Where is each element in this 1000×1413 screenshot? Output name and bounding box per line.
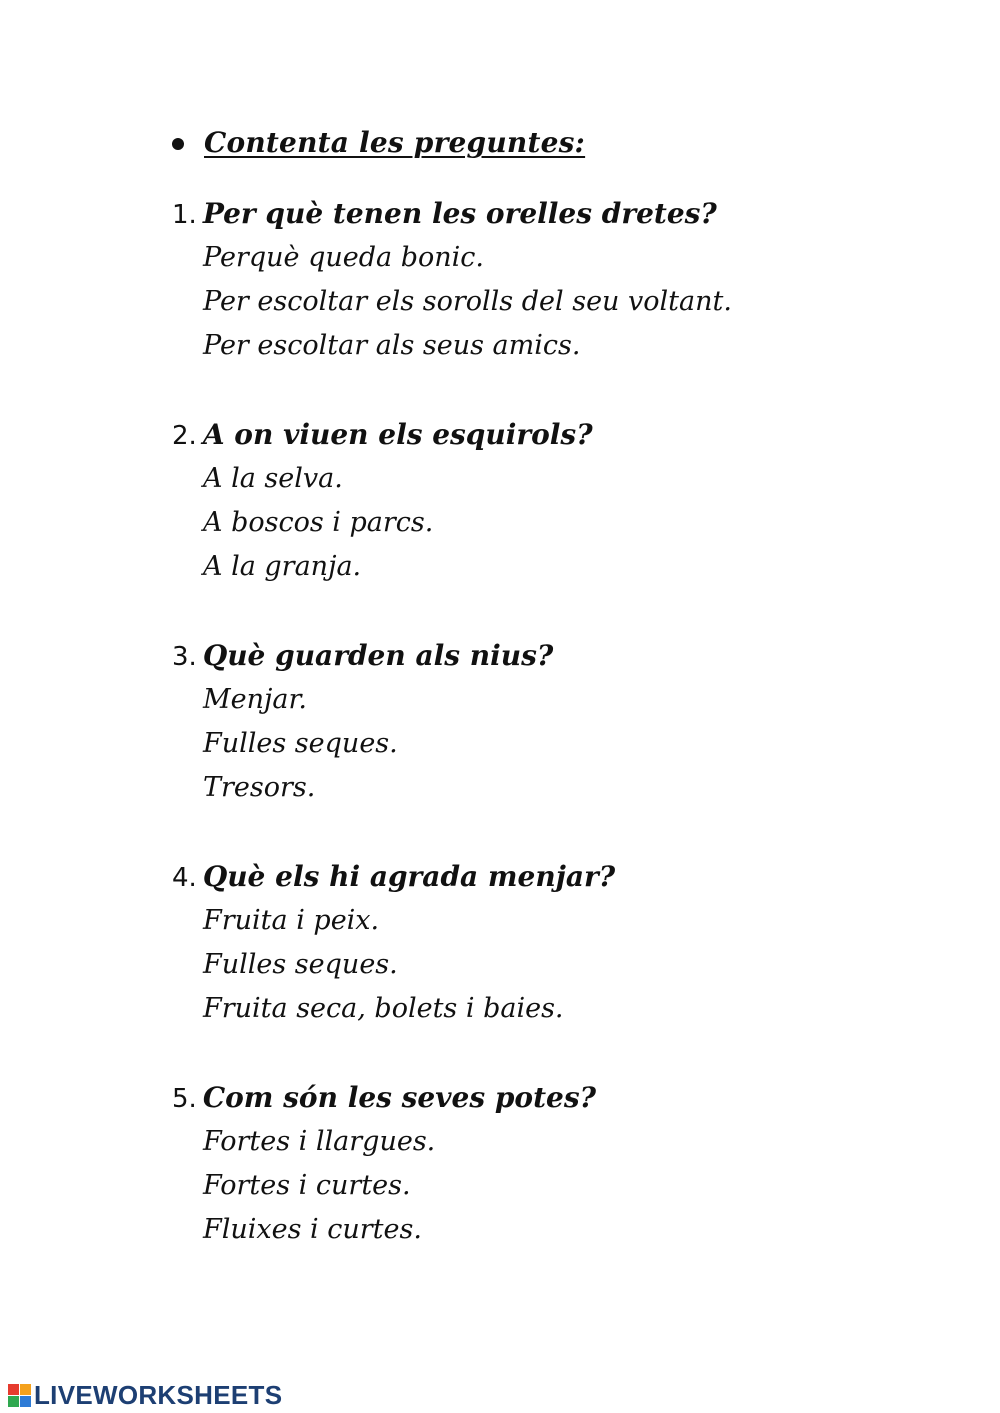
question-title (172, 413, 932, 457)
question-3 (172, 634, 932, 810)
answer-options (203, 1120, 932, 1252)
answer-option[interactable]: Fluixes i curtes. (203, 1214, 422, 1245)
question-text: Què guarden als nius? (202, 639, 554, 672)
logo-square (8, 1384, 19, 1395)
question-1 (172, 192, 932, 368)
question-text: Per què tenen les orelles dretes? (202, 197, 717, 230)
question-2 (172, 413, 932, 589)
question-number: 3. (172, 642, 197, 672)
question-title (172, 634, 932, 678)
question-text: A on viuen els esquirols? (202, 418, 593, 451)
logo-square (8, 1396, 19, 1407)
question-number: 5. (172, 1084, 197, 1114)
question-number: 2. (172, 421, 197, 451)
answer-option[interactable]: A la granja. (203, 551, 362, 582)
answer-option[interactable]: Fortes i llargues. (203, 1126, 436, 1157)
answer-option[interactable]: A boscos i parcs. (203, 507, 434, 538)
question-text: Com són les seves potes? (202, 1081, 597, 1114)
logo-icon (8, 1384, 31, 1407)
question-title (172, 855, 932, 899)
question-5 (172, 1076, 932, 1252)
question-text: Què els hi agrada menjar? (202, 860, 616, 893)
bullet-icon (172, 138, 184, 150)
answer-option[interactable]: Fulles seques. (203, 728, 398, 759)
question-4 (172, 855, 932, 1031)
question-title (172, 192, 932, 236)
heading-text: Contenta les preguntes: (204, 126, 586, 159)
logo-square (20, 1384, 31, 1395)
answer-options (203, 236, 932, 368)
answer-option[interactable]: Per escoltar els sorolls del seu voltant. (203, 286, 732, 317)
answer-option[interactable]: Fortes i curtes. (203, 1170, 411, 1201)
question-title (172, 1076, 932, 1120)
answer-option[interactable]: Fruita seca, bolets i baies. (203, 993, 564, 1024)
liveworksheets-logo (8, 1380, 282, 1411)
answer-option[interactable]: Perquè queda bonic. (203, 242, 484, 273)
answer-option[interactable]: A la selva. (203, 463, 343, 494)
question-number: 1. (172, 200, 197, 230)
answer-option[interactable]: Menjar. (203, 684, 308, 715)
answer-option[interactable]: Per escoltar als seus amics. (203, 330, 581, 361)
answer-option[interactable]: Tresors. (203, 772, 316, 803)
answer-options (203, 457, 932, 589)
logo-text: LIVEWORKSHEETS (34, 1380, 283, 1410)
answer-option[interactable]: Fruita i peix. (203, 905, 380, 936)
answer-options (203, 899, 932, 1031)
instructions-heading (172, 126, 585, 159)
answer-options (203, 678, 932, 810)
logo-square (20, 1396, 31, 1407)
question-number: 4. (172, 863, 197, 893)
answer-option[interactable]: Fulles seques. (203, 949, 398, 980)
